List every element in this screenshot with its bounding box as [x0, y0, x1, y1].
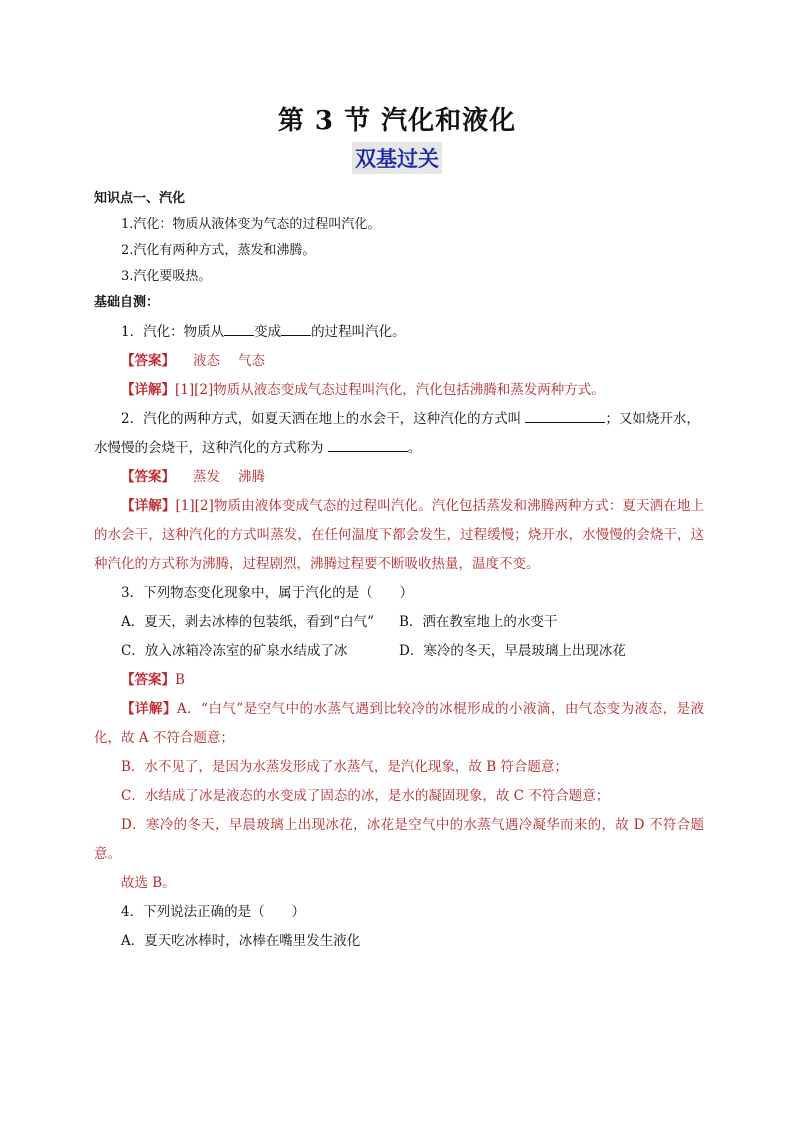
knowledge-point: 1.汽化：物质从液体变为气态的过程叫汽化。 — [121, 217, 381, 232]
answer-line — [94, 666, 704, 695]
detail-paragraph — [94, 492, 704, 579]
detail-text: A．“白气”是空气中的水蒸气遇到比较冷的冰棍形成的小液滴，由气态变为液态，是液化，故 A 不符合题意； — [94, 701, 704, 746]
detail-tag: 【详解】 — [121, 382, 175, 398]
answer-blank — [224, 321, 254, 336]
answer-value: 蒸发 — [193, 469, 220, 485]
knowledge-point: 3.汽化要吸热。 — [121, 269, 212, 284]
answer-value: B — [175, 672, 185, 688]
answer-line — [94, 463, 704, 492]
section-heading: 知识点一、汽化 — [94, 191, 186, 206]
detail-tag: 【详解】 — [121, 498, 176, 514]
option-b: B．洒在教室地上的水变干 — [399, 614, 558, 630]
selftest-heading: 基础自测： — [94, 295, 160, 310]
knowledge-point: 2.汽化有两种方式，蒸发和沸腾。 — [121, 243, 316, 258]
question-1: 1．汽化：物质从 变成 的过程叫汽化。 — [94, 318, 704, 347]
answer-blank — [328, 437, 408, 452]
document-body — [94, 186, 704, 956]
question-2-cont: 水慢慢的会烧干，这种汽化的方式称为 。 — [94, 434, 704, 463]
answer-tag: 【答案】 — [121, 672, 175, 688]
answer-value: 液态 — [193, 353, 220, 369]
answer-tag: 【答案】 — [121, 353, 175, 369]
options-row — [94, 608, 704, 637]
answer-line — [94, 347, 704, 376]
question-2: 2．汽化的两种方式，如夏天洒在地上的水会干，这种汽化的方式叫 ；又如烧开水， — [94, 405, 704, 434]
question-4: 4．下列说法正确的是（ ） — [121, 904, 306, 920]
detail-tag: 【详解】 — [121, 701, 177, 717]
detail-text: C．水结成了冰是液态的水变成了固态的冰，是水的凝固现象，故 C 不符合题意； — [121, 788, 610, 804]
answer-value: 沸腾 — [238, 469, 265, 485]
detail-text: B．水不见了，是因为水蒸发形成了水蒸气，是汽化现象，故 B 符合题意； — [121, 759, 568, 775]
answer-value: 气态 — [238, 353, 265, 369]
answer-blank — [525, 408, 605, 423]
answer-blank — [281, 321, 311, 336]
option-a: A．夏天，剥去冰棒的包装纸，看到“白气” — [121, 614, 375, 630]
detail-paragraph — [94, 695, 704, 753]
option-c: C．放入冰箱冷冻室的矿泉水结成了冰 — [121, 643, 348, 659]
options-row — [94, 637, 704, 666]
question-3: 3．下列物态变化现象中，属于汽化的是（ ） — [121, 585, 414, 601]
option-d: D．寒冷的冬天，早晨玻璃上出现冰花 — [399, 643, 626, 659]
answer-tag: 【答案】 — [121, 469, 175, 485]
detail-line — [94, 376, 704, 405]
detail-text: [1][2]物质由液体变成气态的过程叫汽化。汽化包括蒸发和沸腾两种方式：夏天洒在地上的水会干，这种汽化的方式叫蒸发，在任何温度下都会发生，过程缓慢；烧开水，水慢慢的会烧干，这种汽化的方式称为沸腾，过程剧烈，沸腾过程要不断吸收热量，温度不变。 — [94, 498, 705, 572]
page-subtitle: 双基过关 — [352, 142, 442, 174]
page-title: 第 3 节 汽化和液化 — [277, 106, 517, 136]
option-a: A．夏天吃冰棒时，冰棒在嘴里发生液化 — [121, 933, 361, 949]
conclusion-text: 故选 B。 — [121, 875, 176, 891]
detail-text: [1][2]物质从液态变成气态过程叫汽化，汽化包括沸腾和蒸发两种方式。 — [175, 382, 605, 398]
detail-text: D．寒冷的冬天，早晨玻璃上出现冰花，冰花是空气中的水蒸气遇冷凝华而来的，故 D 不符合题意。 — [94, 817, 704, 862]
